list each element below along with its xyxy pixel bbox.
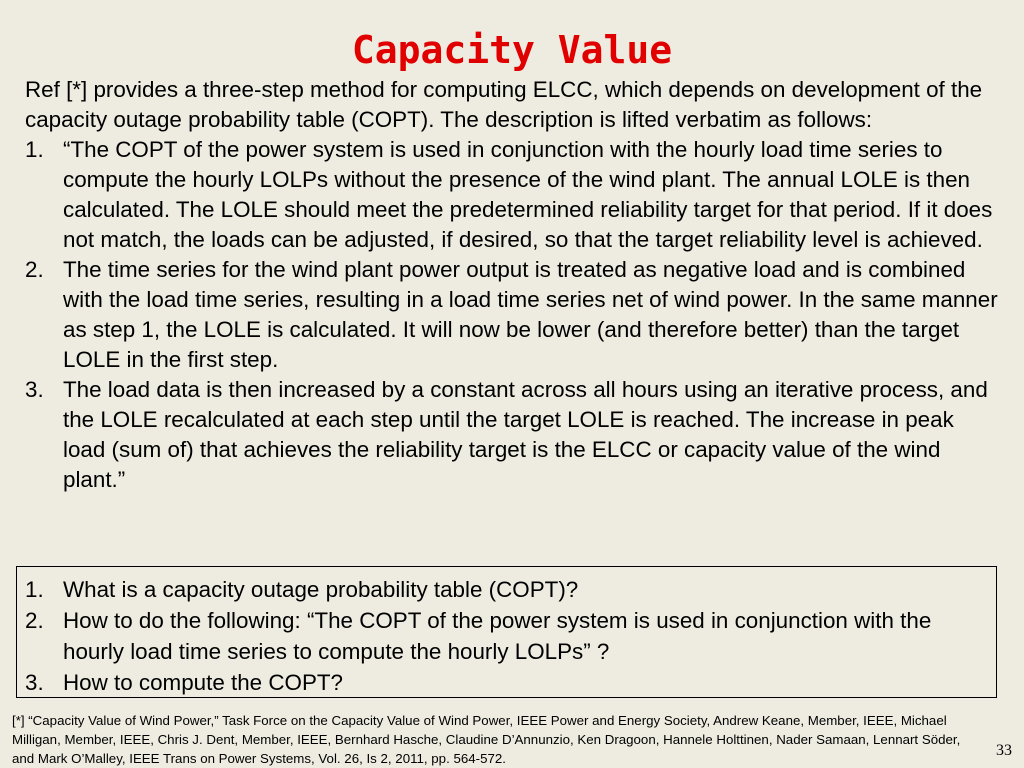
list-item xyxy=(25,375,1000,495)
list-number: 2. xyxy=(25,608,44,633)
intro-paragraph: Ref [*] provides a three-step method for computing ELCC, which depends on development of the capacity outage probability table (COPT). The description is lifted verbatim as follows: xyxy=(25,77,983,132)
list-item xyxy=(25,135,1000,255)
list-number: 1. xyxy=(25,137,44,162)
list-item xyxy=(25,255,1000,375)
reference-footnote: [*] “Capacity Value of Wind Power,” Task Force on the Capacity Value of Wind Power, IEEE Power and Energy Society, Andrew Keane, Member, IEEE, Michael Milligan, Member, IEEE, Chris J. Dent, Member, IEEE, Bernhard Hasche, Claudine D’Annunzio, Ken Dragoon, Hannele Holttinen, Nader Samaan, Lennart Söder, and Mark O’Malley, IEEE Trans on Power Systems, Vol. 26, Is 2, 2011, pp. 564-572. xyxy=(12,713,961,766)
list-item-text: The time series for the wind plant power output is treated as negative load and is combined with the load time series, resulting in a load time series net of wind power. In the same manner as step 1, the LOLE is calculated. It will now be lower (and therefore better) than the target LOLE in the first step. xyxy=(63,257,998,372)
list-item-text: How to do the following: “The COPT of the power system is used in conjunction with the hourly load time series to compute the hourly LOLPs” ? xyxy=(63,608,932,664)
list-number: 2. xyxy=(25,257,44,282)
slide-title: Capacity Value xyxy=(351,28,673,72)
list-number: 1. xyxy=(25,577,44,602)
list-item-text: How to compute the COPT? xyxy=(63,670,344,695)
list-item xyxy=(25,574,990,605)
questions-box xyxy=(16,566,997,698)
page-number: 33 xyxy=(996,742,1012,759)
list-number: 3. xyxy=(25,670,44,695)
list-item-text: “The COPT of the power system is used in conjunction with the hourly load time series to compute the hourly LOLPs without the presence of the wind plant. The annual LOLE is then calculated. The LOLE should meet the predetermined reliability target for that period. If it does not match, the loads can be adjusted, if desired, so that the target reliability level is achieved. xyxy=(63,137,993,252)
slide-body xyxy=(25,75,1000,495)
questions-list xyxy=(25,574,990,698)
list-item xyxy=(25,667,990,698)
list-item xyxy=(25,605,990,667)
list-number: 3. xyxy=(25,377,44,402)
steps-list xyxy=(25,135,1000,495)
list-item-text: What is a capacity outage probability table (COPT)? xyxy=(63,577,579,602)
list-item-text: The load data is then increased by a constant across all hours using an iterative process, and the LOLE recalculated at each step until the target LOLE is reached. The increase in peak load (sum of) that achieves the reliability target is the ELCC or capacity value of the wind plant.” xyxy=(63,377,988,492)
